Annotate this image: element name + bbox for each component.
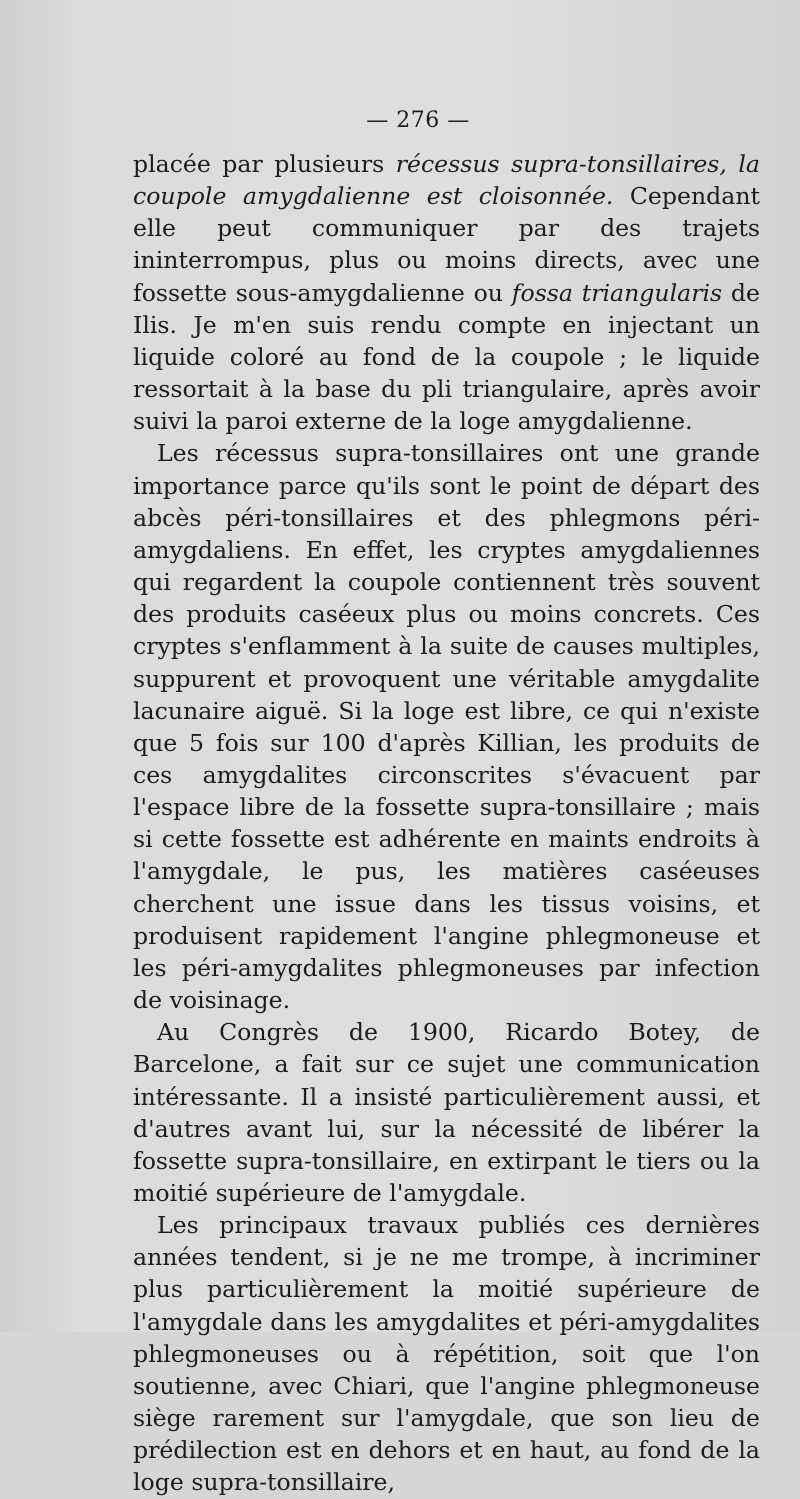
text-segment: placée par plusieurs xyxy=(133,150,396,178)
paragraph xyxy=(133,1209,760,1498)
text-segment: Au Congrès de 1900, Ricardo Botey, de Barcelone, a fait sur ce sujet une communication intéressante. Il a insisté particulièrement aussi, et d'autres avant lui, sur la nécessité de libérer la fossette supra-tonsillaire, en extirpant le tiers ou la moitié supérieure de l'amygdale. xyxy=(133,1018,760,1207)
text-segment: de Ilis. Je m'en suis rendu compte en injectant un liquide coloré au fond de la coupole ; le liquide ressortait à la base du pli triangulaire, après avoir suivi la paroi externe de la loge amygdalienne. xyxy=(133,278,760,436)
body-text xyxy=(133,148,760,1499)
text-segment: Les récessus supra-tonsillaires ont une grande importance parce qu'ils sont le point de départ des abcès péri-tonsillaires et des phlegmons péri-amygdaliens. En effet, les cryptes amygdaliennes qui regardent la coupole contiennent très souvent des produits caséeux plus ou moins concrets. Ces cryptes s'enflamment à la suite de causes multiples, suppurent et provoquent une véritable amygdalite lacunaire aiguë. Si la loge est libre, ce qui n'existe que 5 fois sur 100 d'après Killian, les produits de ces amygdalites circonscrites s'évacuent par l'espace libre de la fossette supra-tonsillaire ; mais si cette fossette est adhérente en maints endroits à l'amygdale, le pus, les matières caséeuses cherchent une issue dans les tissus voisins, et produisent rapidement l'angine phlegmoneuse et les péri-amygdalites phlegmoneuses par infection de voisinage. xyxy=(133,439,760,1015)
paragraph xyxy=(133,1016,760,1209)
paragraph xyxy=(133,437,760,1016)
text-segment: Cependant elle peut communiquer par des trajets ininterrompus, plus ou moins directs, avec une fossette sous-amygdalienne ou xyxy=(133,182,760,307)
text-segment: Les principaux travaux publiés ces dernières années tendent, si je ne me trompe, à incriminer plus particulièrement la moitié supérieure de l'amygdale dans les amygdalites et péri-amygdalites phlegmoneuses ou à répétition, soit que l'on soutienne, avec Chiari, que l'angine phlegmoneuse siège rarement sur l'amygdale, que son lieu de prédilection est en dehors et en haut, au fond de la loge supra-tonsillaire, xyxy=(133,1211,760,1497)
italic-text: fossa triangularis xyxy=(511,278,723,307)
page-number: — 276 — xyxy=(366,108,470,133)
paragraph xyxy=(133,148,760,437)
italic-text: récessus supra-tonsillaires, la coupole amygdalienne est cloisonnée. xyxy=(133,150,760,211)
